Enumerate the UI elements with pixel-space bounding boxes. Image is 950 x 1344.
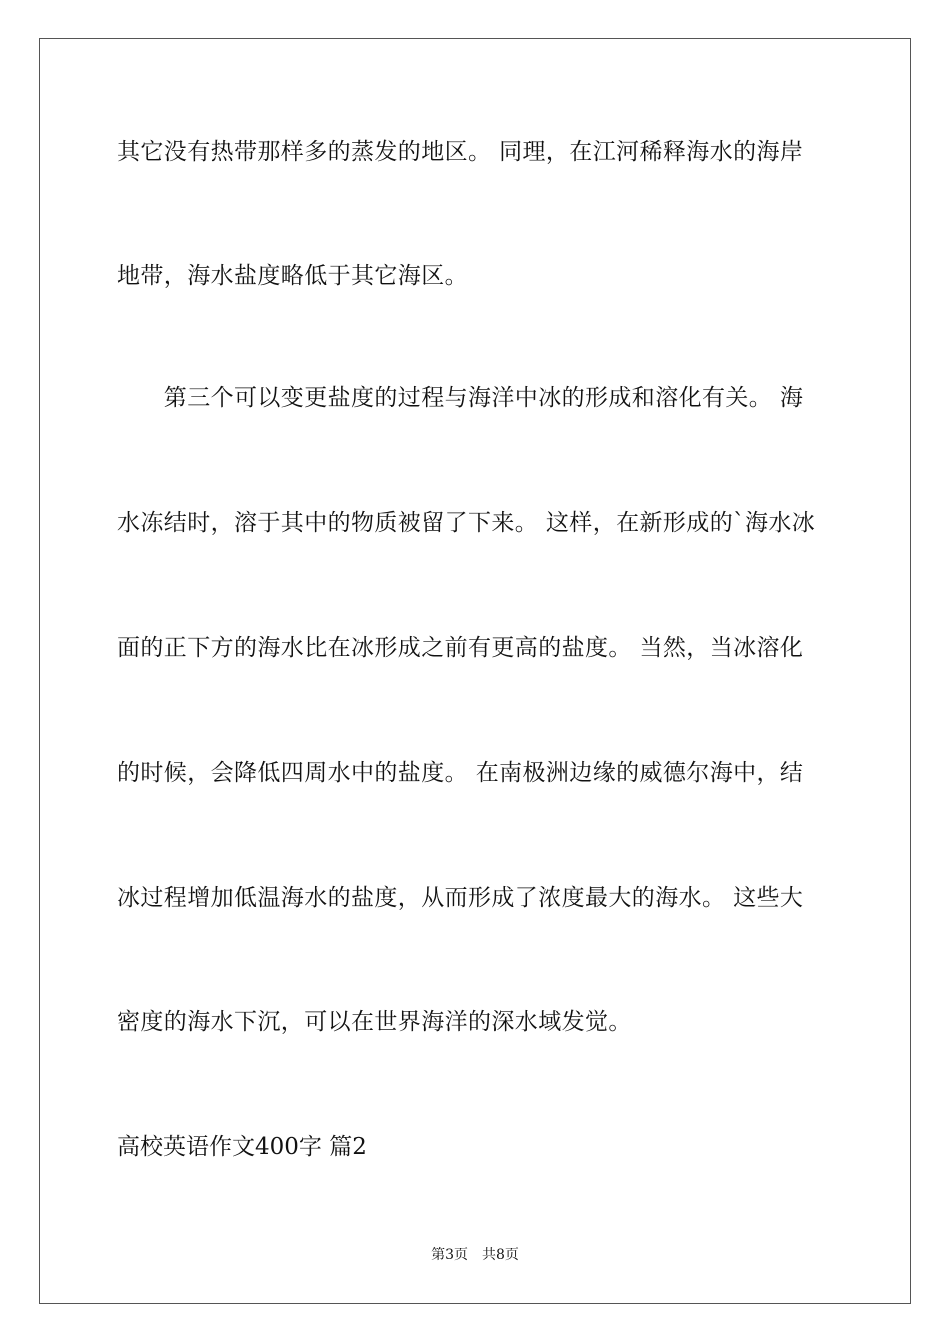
body-line-7: 冰过程增加低温海水的盐度，从而形成了浓度最大的海水。 这些大: [117, 885, 804, 911]
page-footer: 第3页 共8页: [431, 1247, 519, 1263]
body-line-6: 的时候，会降低四周水中的盐度。 在南极洲边缘的威德尔海中，结: [117, 760, 804, 786]
body-line-5: 面的正下方的海水比在冰形成之前有更高的盐度。 当然，当冰溶化: [117, 635, 804, 661]
body-line-3: 第三个可以变更盐度的过程与海洋中冰的形成和溶化有关。 海: [117, 385, 804, 411]
section-heading: 高校英语作文400字 篇2: [117, 1134, 367, 1160]
body-line-4: 水冻结时，溶于其中的物质被留了下来。 这样，在新形成的`海水冰: [117, 510, 816, 536]
body-line-1: 其它没有热带那样多的蒸发的地区。 同理，在江河稀释海水的海岸: [117, 139, 804, 165]
body-line-8: 密度的海水下沉，可以在世界海洋的深水域发觉。: [117, 1009, 632, 1035]
page-border: [39, 38, 911, 1304]
body-line-2: 地带，海水盐度略低于其它海区。: [117, 263, 468, 289]
